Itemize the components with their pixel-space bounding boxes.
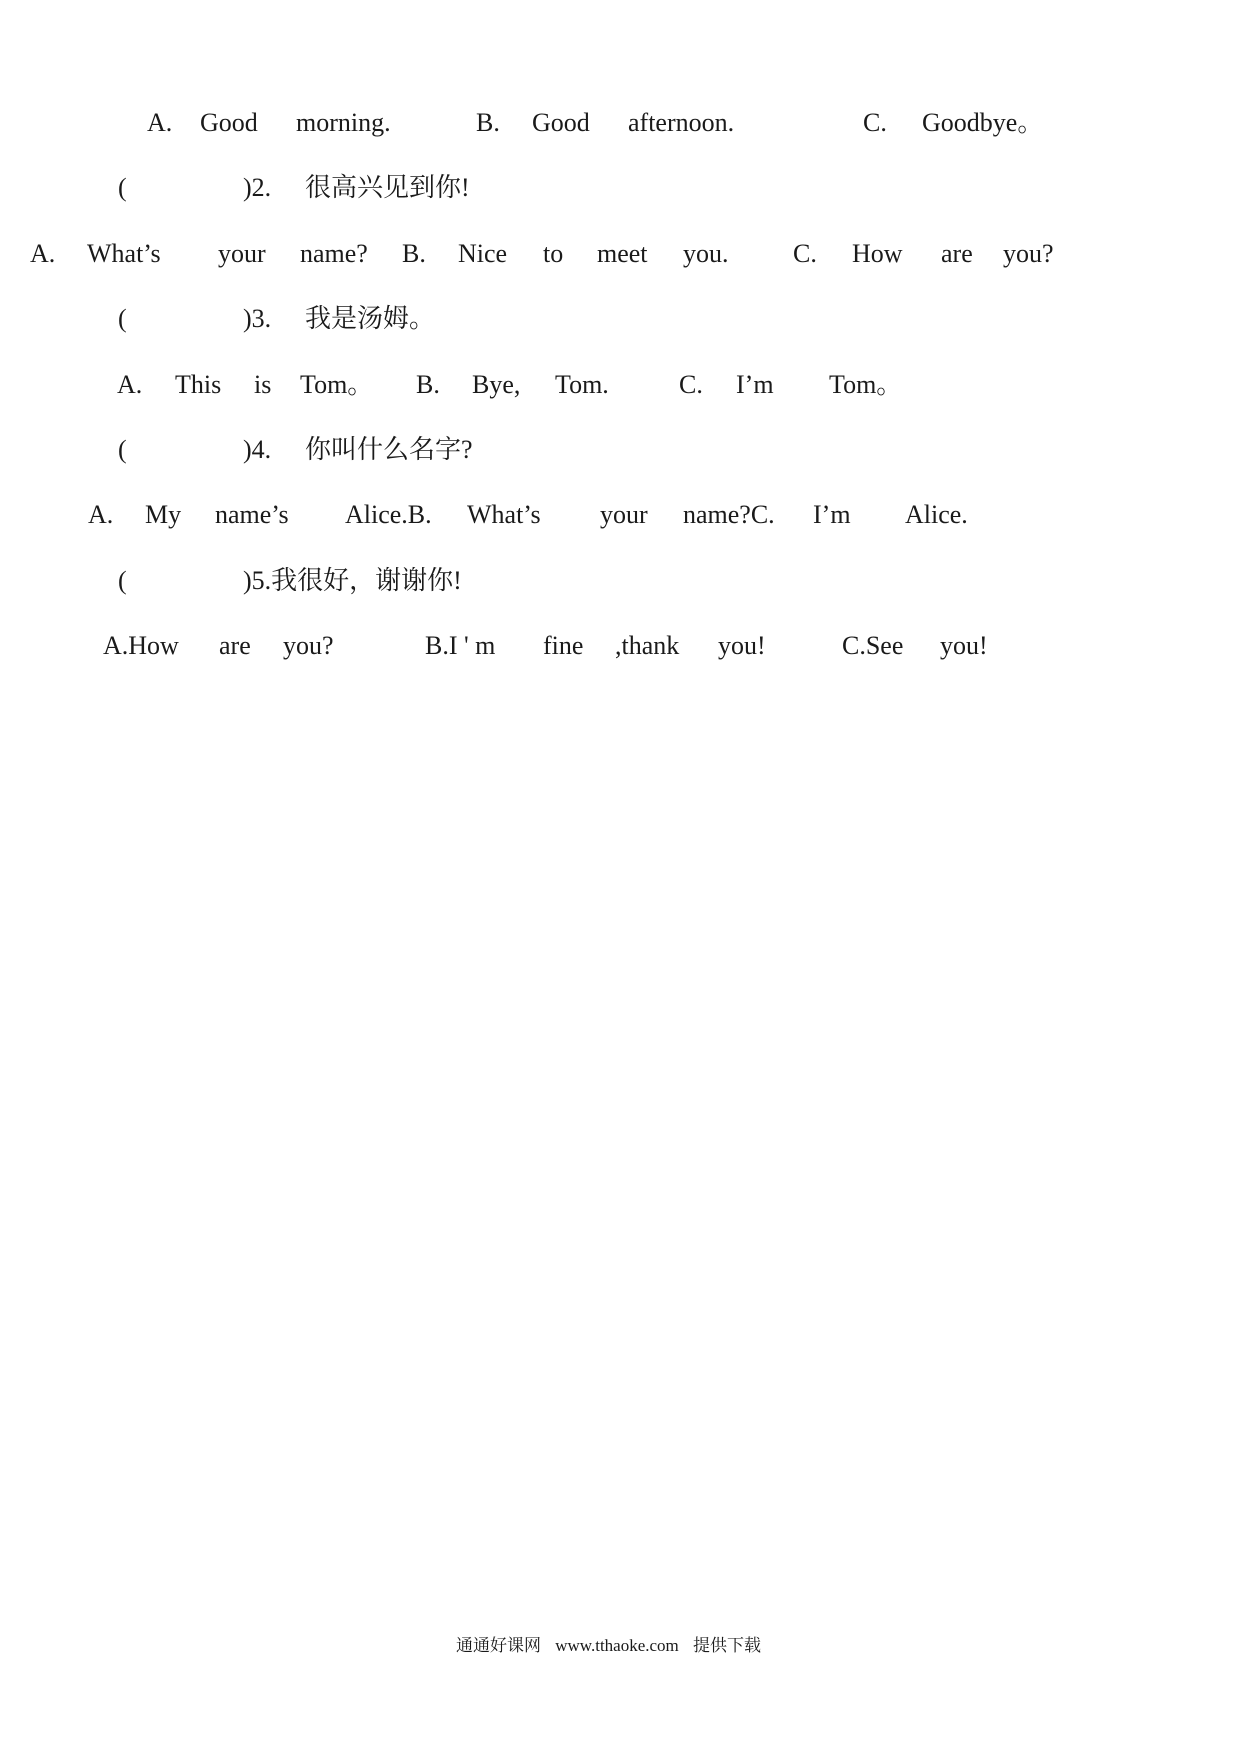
question-text: 我是汤姆。 <box>305 304 436 333</box>
option-b-text: Tom. <box>555 370 609 399</box>
option-c-text: are <box>941 239 973 268</box>
option-a-text: My <box>145 500 182 529</box>
option-a-text: your <box>218 239 266 268</box>
answer-blank-open: ( <box>118 173 127 202</box>
footer-site-name: 通通好课网 <box>456 1636 541 1655</box>
option-c-text: I’m <box>736 370 774 399</box>
option-c-text: Tom。 <box>829 370 903 399</box>
option-a-text: are <box>219 631 251 660</box>
option-b-text: afternoon. <box>628 108 735 137</box>
option-b-label: B. <box>402 239 426 268</box>
option-a-label: A. <box>117 370 143 399</box>
option-a-text: Alice.B. <box>345 500 432 529</box>
option-a-text: name? <box>300 239 368 268</box>
option-b-label: B. <box>476 108 500 137</box>
answer-blank-open: ( <box>118 435 127 464</box>
answer-blank-open: ( <box>118 304 127 333</box>
option-b-text: meet <box>597 239 648 268</box>
question-number: )4. <box>243 435 272 464</box>
option-a-label: A. <box>147 108 173 137</box>
option-b-text: name?C. <box>683 500 775 529</box>
option-c-text: How <box>852 239 903 268</box>
option-a-label: A. <box>30 239 56 268</box>
option-b-text: B.I ' m <box>425 631 496 660</box>
option-b-text: to <box>543 239 564 268</box>
page-footer <box>456 1635 771 1657</box>
option-b-text: fine <box>543 631 584 660</box>
option-a-text: morning. <box>296 108 391 137</box>
option-b-text: ,thank <box>615 631 680 660</box>
option-c-text: Alice. <box>905 500 968 529</box>
option-a-text: name’s <box>215 500 289 529</box>
q3-options <box>0 368 1240 402</box>
footer-suffix: 提供下载 <box>693 1636 762 1655</box>
option-a-text: Tom。 <box>300 370 374 399</box>
option-b-label: B. <box>416 370 440 399</box>
option-c-text: Goodbye。 <box>922 108 1044 137</box>
option-c-text: I’m <box>813 500 851 529</box>
option-a-text: A.How <box>103 631 179 660</box>
q2-prompt <box>0 171 1240 205</box>
option-a-text: This <box>175 370 222 399</box>
q4-prompt <box>0 433 1240 467</box>
option-c-text: C.See <box>842 631 904 660</box>
option-b-text: Bye, <box>472 370 521 399</box>
question-text: 很高兴见到你! <box>305 173 470 202</box>
q5-options <box>0 629 1240 663</box>
option-a-text: Good <box>200 108 258 137</box>
option-c-label: C. <box>863 108 887 137</box>
q5-prompt <box>0 564 1240 598</box>
footer-url[interactable]: www.tthaoke.com <box>555 1636 679 1655</box>
option-a-label: A. <box>88 500 114 529</box>
option-b-text: you! <box>718 631 766 660</box>
option-b-text: Nice <box>458 239 508 268</box>
answer-blank-open: ( <box>118 566 127 595</box>
question-text: 你叫什么名字? <box>305 435 473 464</box>
question-number: )3. <box>243 304 272 333</box>
option-a-text: you? <box>283 631 334 660</box>
q4-options <box>0 498 1240 532</box>
q2-options <box>0 237 1240 271</box>
option-b-text: What’s <box>467 500 541 529</box>
question-number-and-text: )5.我很好，谢谢你! <box>243 566 462 595</box>
q1-options <box>0 106 1240 140</box>
q3-prompt <box>0 302 1240 336</box>
option-c-label: C. <box>679 370 703 399</box>
question-number: )2. <box>243 173 272 202</box>
option-b-text: Good <box>532 108 590 137</box>
option-b-text: your <box>600 500 648 529</box>
option-b-text: you. <box>683 239 729 268</box>
option-c-text: you! <box>940 631 988 660</box>
option-c-label: C. <box>793 239 817 268</box>
option-a-text: What’s <box>87 239 161 268</box>
option-c-text: you? <box>1003 239 1054 268</box>
option-a-text: is <box>254 370 272 399</box>
